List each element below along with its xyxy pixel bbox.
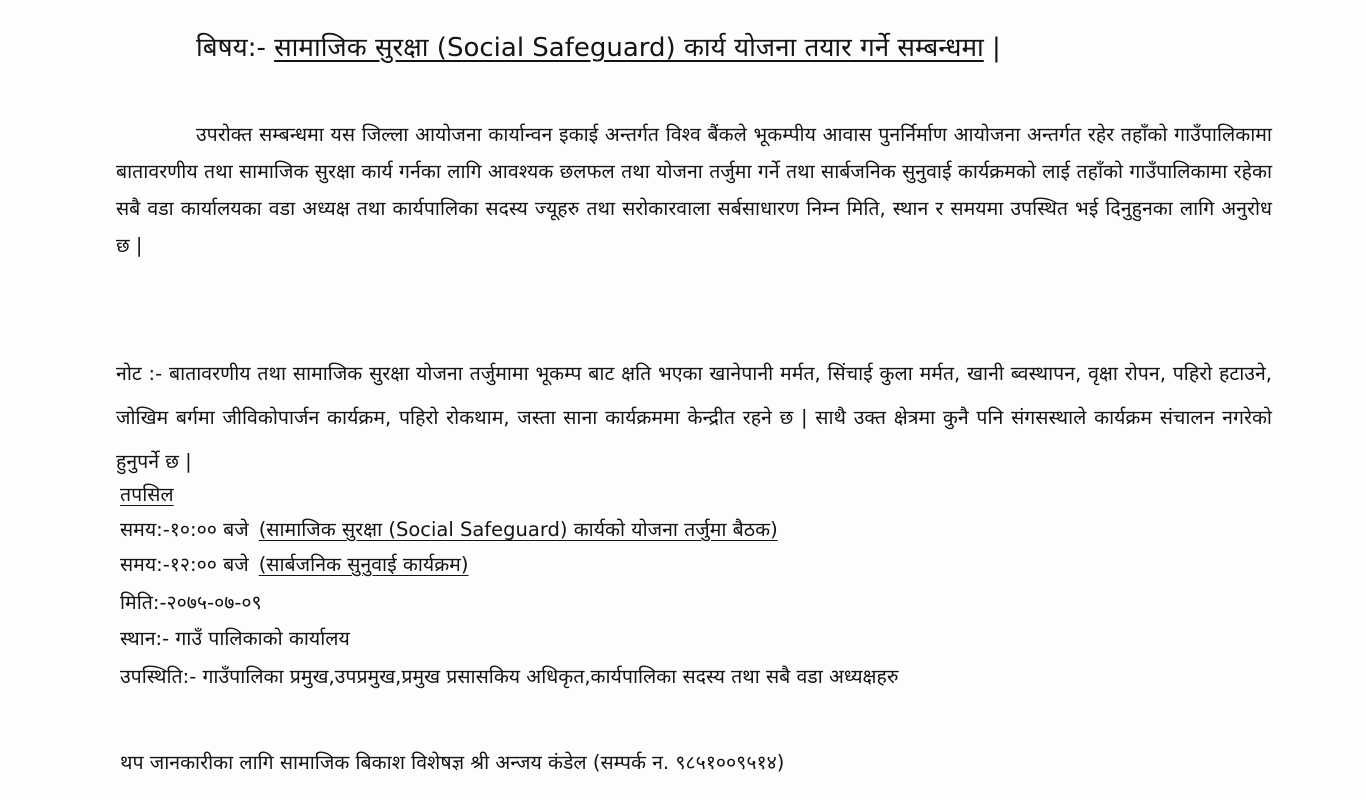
body-paragraph (116, 116, 1272, 264)
subject-line (196, 28, 1001, 64)
schedule-place: स्थान:- गाउँ पालिकाको कार्यालय (120, 627, 350, 650)
body-paragraph-text: उपरोक्त सम्बन्धमा यस जिल्ला आयोजना कार्यान्वन इकाई अन्तर्गत विश्व बैंकले भूकम्पीय आवास पुनर्निर्माण आयोजना अन्तर्गत रहेर तहाँको गाउँपालिकामा बातावरणीय तथा सामाजिक सुरक्षा कार्य गर्नका लागि आवश्यक छलफल तथा योजना तर्जुमा गर्ने तथा सार्बजनिक सुनुवाई कार्यक्रमको लाई तहाँको गाउँपालिकामा रहेका सबै वडा कार्यालयका वडा अध्यक्ष तथा कार्यपालिका सदस्य ज्यूहरु तथा सरोकारवाला सर्बसाधारण निम्न मिति, स्थान र समयमा उपस्थित भई दिनुहुनका लागि अनुरोध छ | (116, 123, 1272, 257)
note-paragraph (116, 352, 1272, 484)
subject-text: सामाजिक सुरक्षा (Social Safeguard) कार्य योजना तयार गर्ने सम्बन्धमा (274, 33, 984, 63)
schedule-attendance: उपस्थिति:- गाउँपालिका प्रमुख,उपप्रमुख,प्रमुख प्रसासकिय अधिकृत,कार्यपालिका सदस्य तथा सबै वडा अध्यक्षहरु (120, 665, 899, 688)
time2-event: (सार्बजनिक सुनुवाई कार्यक्रम) (258, 553, 469, 576)
schedule-heading: तपसिल (120, 483, 174, 506)
schedule-date: मिति:-२०७५-०७-०९ (120, 591, 262, 614)
time1-event: (सामाजिक सुरक्षा (Social Safeguard) कार्यको योजना तर्जुमा बैठक) (258, 518, 778, 541)
note-paragraph-text: नोट :- बातावरणीय तथा सामाजिक सुरक्षा योजना तर्जुमामा भूकम्प बाट क्षति भएका खानेपानी मर्मत, सिंचाई कुला मर्मत, खानी ब्वस्थापन, वृक्षा रोपन, पहिरो हटाउने, जोखिम बर्गमा जीविकोपार्जन कार्यक्रम, पहिरो रोकथाम, जस्ता साना कार्यक्रममा केन्द्रीत रहने छ | साथै उक्त क्षेत्रमा कुनै पनि संगसस्थाले कार्यक्रम संचालन नगरेको हुनुपर्ने छ | (116, 362, 1272, 473)
contact-line: थप जानकारीका लागि सामाजिक बिकाश विशेषज्ञ श्री अन्जय कंडेल (सम्पर्क न. ९८५१००९५१४) (120, 751, 785, 774)
time2-label: समय:-१२:०० बजे (120, 553, 249, 576)
time1-label: समय:-१०:०० बजे (120, 518, 249, 541)
subject-suffix: | (983, 33, 1001, 63)
subject-prefix: बिषय:- (196, 33, 275, 63)
schedule-time-1 (120, 515, 778, 542)
schedule-time-2 (120, 550, 468, 577)
